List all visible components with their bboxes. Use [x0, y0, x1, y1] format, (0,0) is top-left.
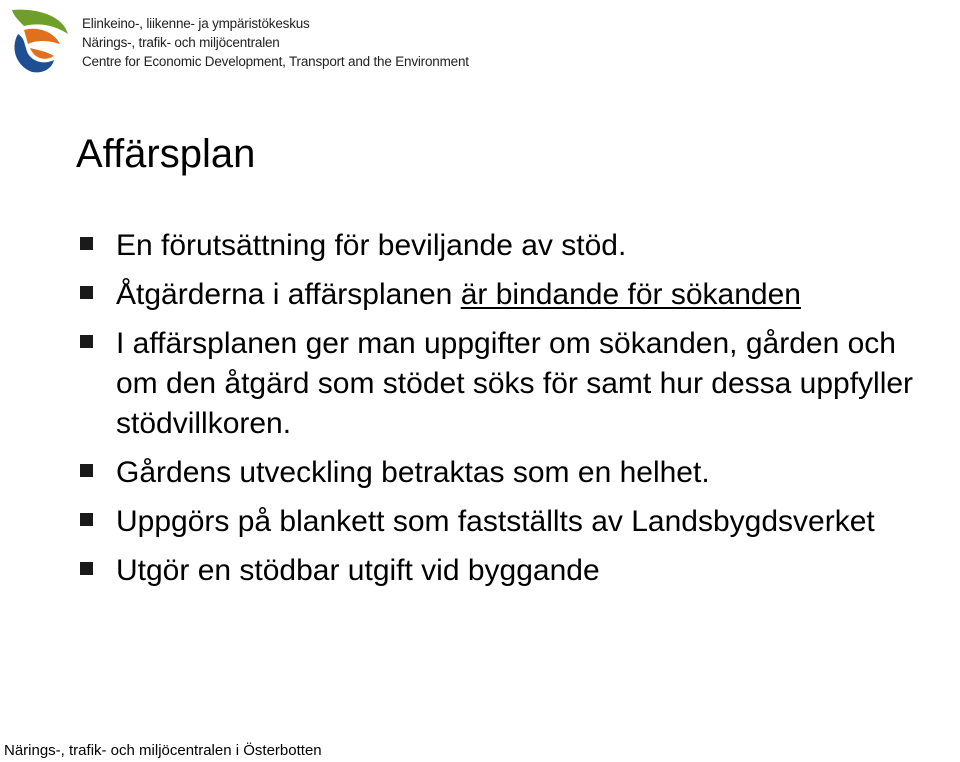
slide-title: Affärsplan	[76, 132, 256, 176]
bullet-item	[78, 453, 960, 493]
bullet-text: I affärsplanen ger man uppgifter om sökanden, gården och om den åtgärd som stödet söks för samt hur dessa uppfyller stödvillkoren.	[116, 327, 914, 440]
org-name-finnish: Elinkeino-, liikenne- ja ympäristökeskus	[82, 16, 310, 31]
bullet-item	[78, 226, 960, 266]
bullet-list	[78, 226, 960, 600]
header	[4, 4, 469, 76]
footer-text: Närings-, trafik- och miljöcentralen i Österbotten	[4, 742, 322, 759]
square-bullet-icon	[80, 286, 93, 299]
bullet-text: Gårdens utveckling betraktas som en helhet.	[116, 456, 710, 489]
square-bullet-icon	[80, 513, 93, 526]
bullet-text: Åtgärderna i affärsplanen	[116, 278, 461, 311]
organization-names	[82, 14, 469, 71]
square-bullet-icon	[80, 335, 93, 348]
bullet-item	[78, 275, 960, 315]
bullet-item	[78, 502, 960, 542]
bullet-text: Utgör en stödbar utgift vid byggande	[116, 554, 600, 587]
bullet-text-underlined: är bindande för sökanden	[460, 278, 801, 311]
bullet-text: Uppgörs på blankett som fastställts av Landsbygdsverket	[116, 505, 875, 538]
org-name-swedish: Närings-, trafik- och miljöcentralen	[82, 35, 280, 50]
ely-centre-logo-icon	[4, 4, 70, 74]
org-name-english: Centre for Economic Development, Transport and the Environment	[82, 54, 469, 69]
square-bullet-icon	[80, 464, 93, 477]
bullet-text: En förutsättning för beviljande av stöd.	[116, 229, 627, 262]
bullet-item	[78, 324, 936, 444]
square-bullet-icon	[80, 237, 93, 250]
bullet-item	[78, 551, 960, 591]
square-bullet-icon	[80, 562, 93, 575]
